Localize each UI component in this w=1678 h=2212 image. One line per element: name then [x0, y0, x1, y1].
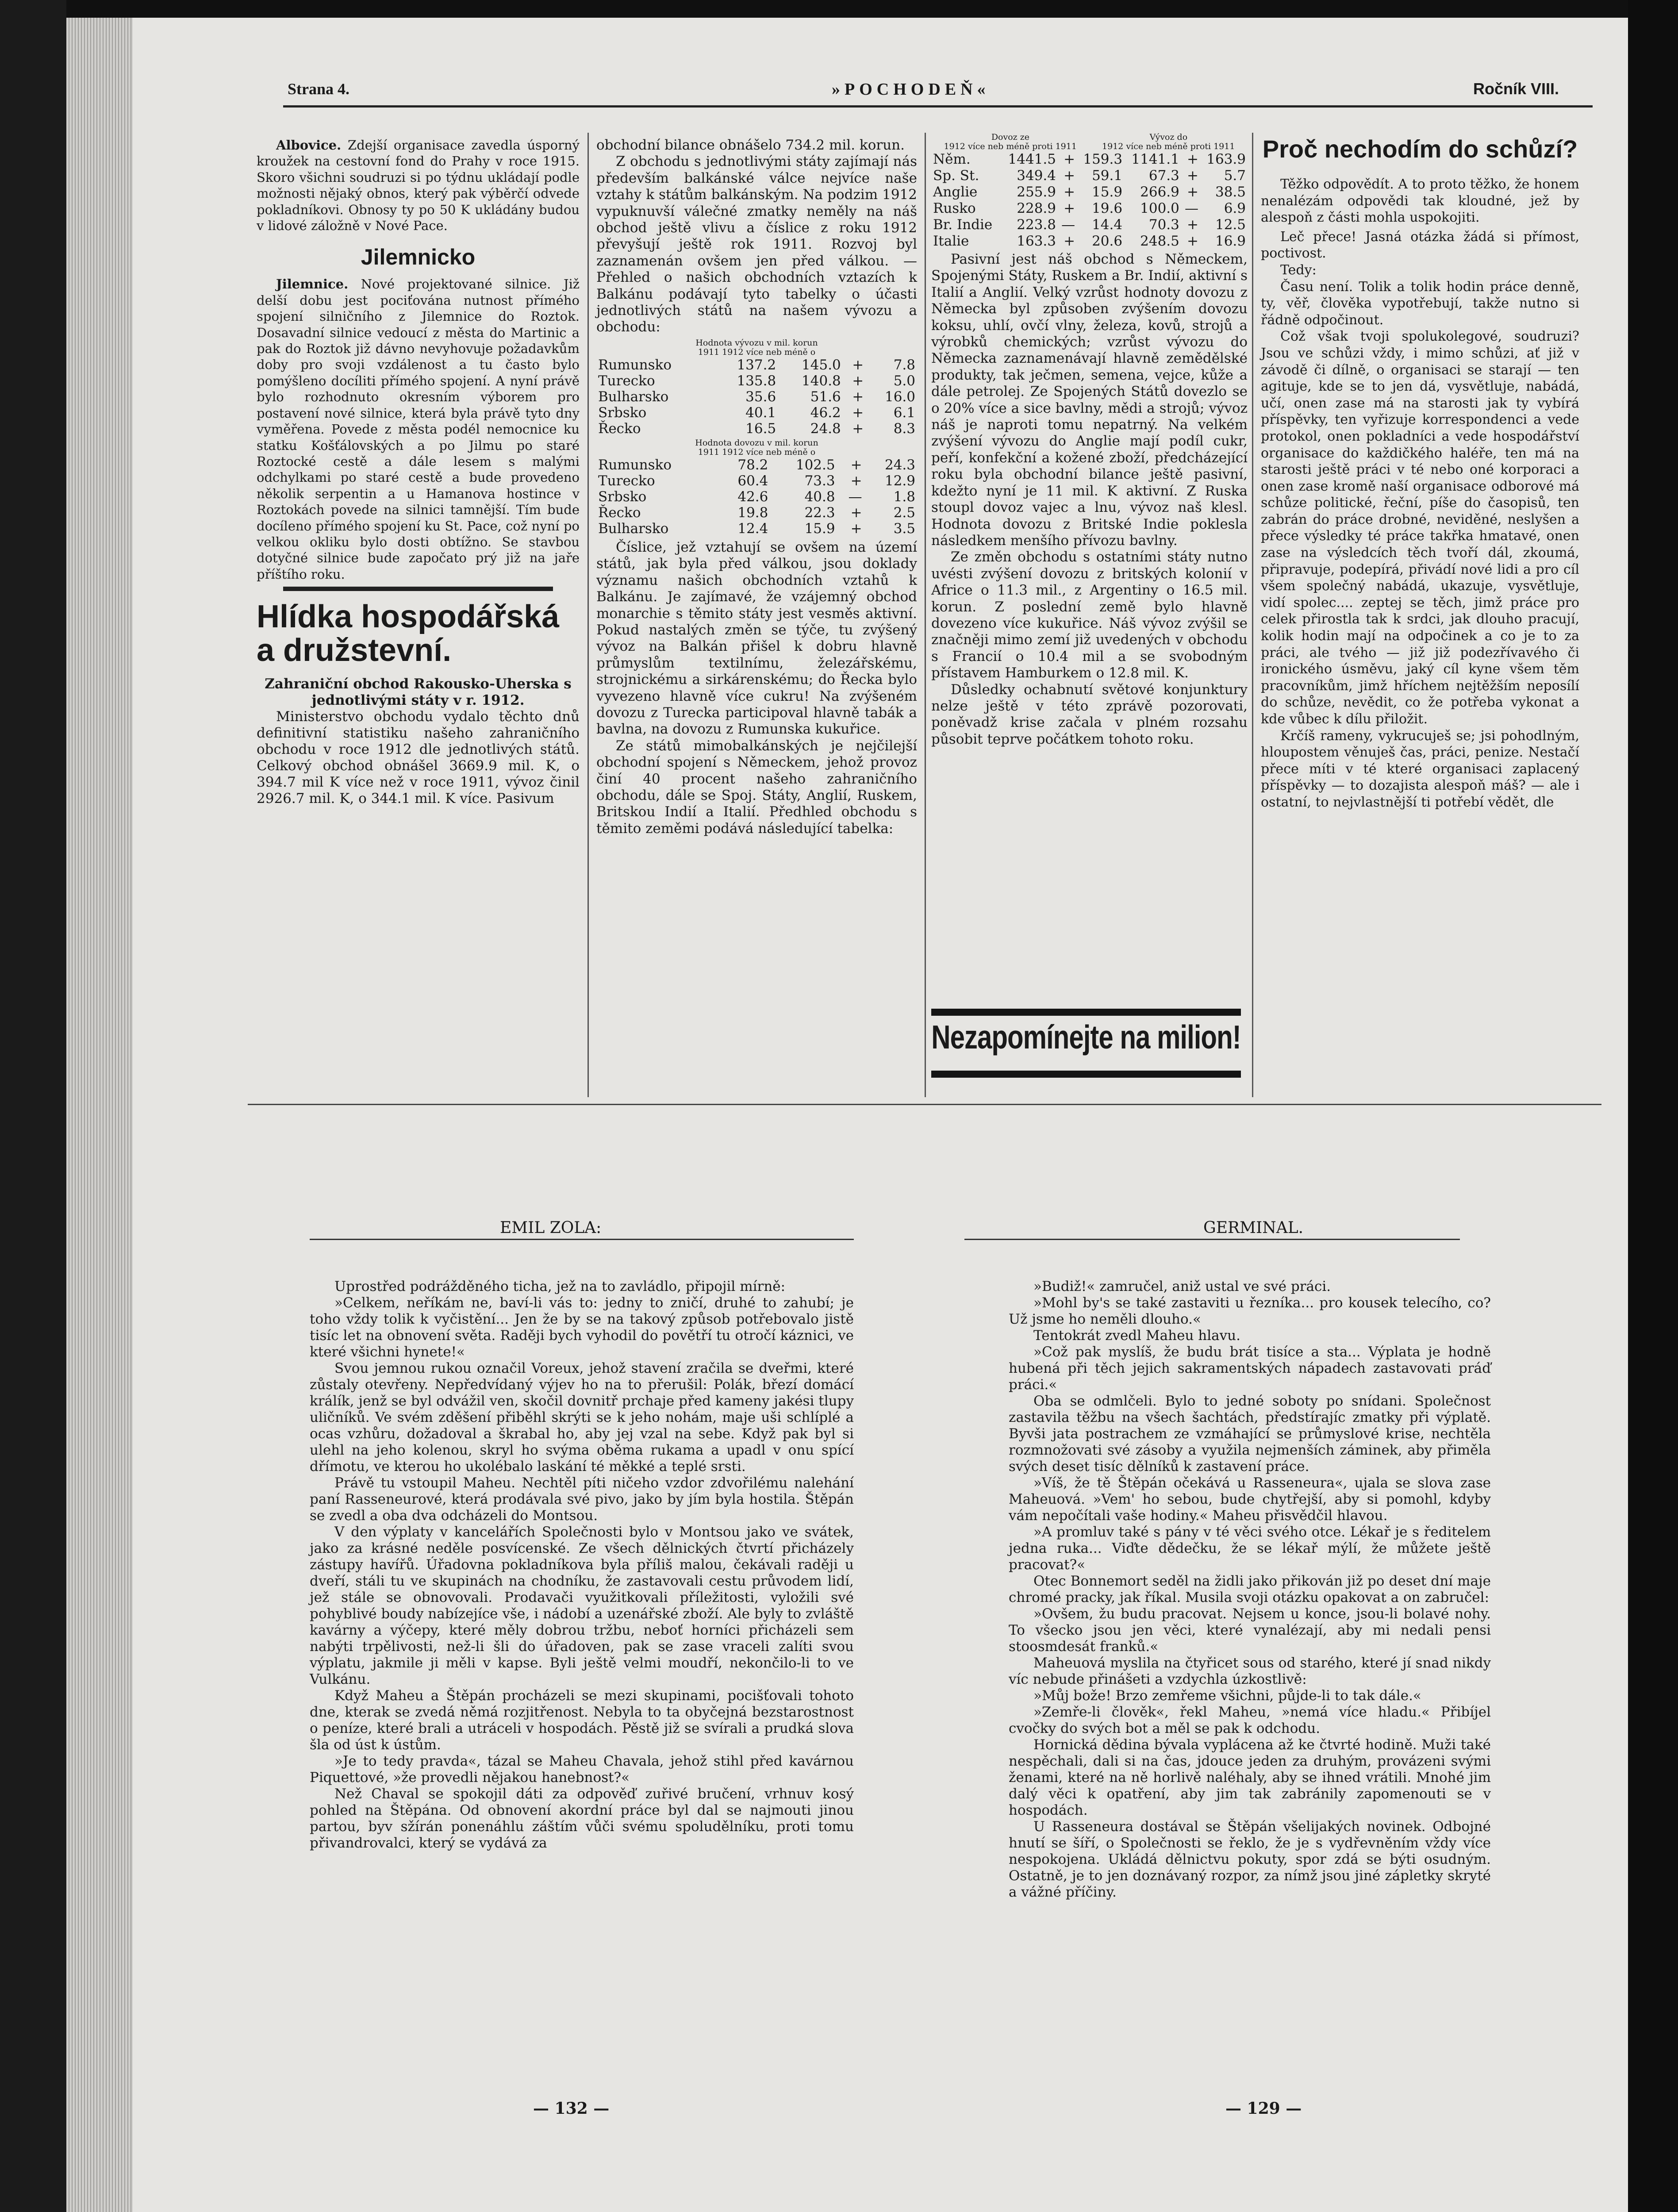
- column-divider: [587, 133, 589, 1097]
- table-cell: 1141.1: [1131, 151, 1179, 167]
- article-heading: Proč nechodím do schůzí?: [1262, 135, 1578, 163]
- table-cell: 22.3: [804, 504, 835, 521]
- table-cell: 12.9: [884, 472, 915, 489]
- serial-rule: [310, 1239, 854, 1240]
- table-head: Hodnota dovozu v mil. korun: [695, 438, 818, 448]
- table-cell: —: [1061, 217, 1075, 233]
- banner-text: Nezapomínejte na milion!: [931, 1018, 1241, 1056]
- table-cell: +: [852, 404, 864, 421]
- table-cell: +: [852, 420, 864, 437]
- table-cell: +: [1064, 168, 1075, 184]
- table-row: [596, 457, 917, 473]
- banner-rule: [931, 1071, 1241, 1078]
- column-4: [1261, 133, 1579, 811]
- article-text: Leč přece! Jasná otázka žádá si přímost, poctivost.: [1261, 229, 1579, 261]
- table-cell: 6.1: [893, 404, 915, 421]
- serial-page-number-left: — 132 —: [533, 2099, 610, 2118]
- table-cell: Srbsko: [598, 488, 647, 505]
- column-1: [257, 137, 580, 807]
- table-cell: 24.3: [884, 457, 915, 473]
- table-cell: 1441.5: [1008, 151, 1056, 167]
- table-cell: 100.0: [1140, 200, 1179, 216]
- article-text: Z obchodu s jednotlivými státy zajímají nás především balkánské válce nejvíce naše vztahy k státům balkánským. Na podzim 1912 vypuknuvší válečné zmatky neměly na náš obchod ještě vlivu a číslice z roku 1912 převyšují ještě rok 1911. Rozvoj byl zaznamenán ovšem jen před válkou. — Přehled o našich obchodních vztazích k Balkánu podávají tyto tabelky o účasti jednotlivých států na našem vývozu a obchodu:: [596, 154, 917, 335]
- table-cell: +: [850, 472, 862, 489]
- article-text: Což však tvoji spolukolegové, soudruzi? Jsou ve schůzi vždy, i mimo schůzi, ať již v závodě či dílně, o organisaci se starají — ten agituje, kde se to jen dá, vysvětluje, nabádá, učí, onen zase má na starosti jak ty vybírá příspěvky, ten vyřizuje korrespondenci a vede protokol, onen pokladníci a vede hospodářství organisace do každičkého haléře, ten má na starosti ještě práci v té nebo oné korporaci a onen zase kromě naší organisace odborové má schůze politické, řeční, píše do časopisů, ten zabrán do práce drobné, neviděné, neslyšen a přece výsledky té práce takřka hmatavé, onen zase na výsledcích těch tvoří dál, zkoumá, připravuje, podepírá, přivádí nové lidi a pro cíl všem společný nabádá, ukazuje, vysvětluje, vidí spolec.... zeptej se těch, jimž práce pro celek přirostla tak k srdci, jak dlouho pracují, kolik hodin mají na odpočinek a co je to za práci, ale tvého — již již podezřívavého či ironického úsměvu, jaký cíl kyne všem těm pracovníkům, jimž hříchem nejtěžším neposílí do schůze, nevědit, co že potřeba vykonat a kde vůbec k dílu přiložit.: [1261, 329, 1579, 727]
- table-cell: 38.5: [1215, 184, 1246, 200]
- table-cell: 46.2: [810, 404, 841, 421]
- table-cell: Rumunsko: [598, 457, 672, 473]
- serial-paragraph: Oba se odmlčeli. Bylo to jedné soboty po snídani. Společnost zastavila těžbu na všech šachtách, předstírajíc zmatky při výplatě. Byvši jata postrachem ze vzmáhající se průmyslové krise, nechtěla rozmnožovati své zásoby a využila nejmenších záminek, aby přiměla svých deset tisíc dělníků k zastavení práce.: [1009, 1393, 1491, 1475]
- table-cell: 60.4: [737, 472, 768, 489]
- serial-paragraph: »Můj bože! Brzo zemřeme všichni, půjde-li to tak dále.«: [1033, 1688, 1421, 1704]
- table-cell: 19.6: [1092, 200, 1123, 216]
- trade-table: [931, 151, 1248, 250]
- table-cell: 135.8: [737, 373, 776, 389]
- table-cell: +: [1187, 151, 1198, 167]
- serial-title: GERMINAL.: [1203, 1219, 1304, 1237]
- table-head: 1911 1912 více neb méně o: [698, 347, 816, 357]
- table-cell: Bulharsko: [598, 520, 669, 537]
- serial-paragraph: »Ovšem, žu budu pracovat. Nejsem u konce, jsou-li bolavé nohy. To všecko jsou jen věci, které vynalézají, aby mi nedali pensi stoosmdesát franků.«: [1009, 1606, 1491, 1655]
- table-cell: Něm.: [933, 151, 971, 167]
- table-cell: —: [848, 488, 862, 505]
- serial-paragraph: »Což pak myslíš, že budu brát tisíce a sta... Výplata je hodně hubená při těch jejich sakramentských nápadech zastavovati práď práci.«: [1009, 1344, 1491, 1393]
- table-cell: Italie: [933, 233, 969, 249]
- table-cell: 140.8: [802, 373, 841, 389]
- table-cell: Turecko: [598, 472, 655, 489]
- table-cell: 16.9: [1215, 233, 1246, 249]
- article-text: Času není. Tolik a tolik hodin práce denně, ty, věř, člověka vypotřebují, takže nutno si řádně odpočinout.: [1261, 279, 1579, 328]
- book-binding: [0, 0, 66, 2212]
- table-cell: +: [852, 357, 864, 373]
- serial-paragraph: Svou jemnou rukou označil Voreux, jehož stavení zračila se dveřmi, které zůstaly otevřeny. Nepředvídaný výjev ho na to přerušil: Polák, březí domácí králík, jenž se byl odvážil ven, skočil dovnitř prchaje před kameny jakési tlupy uličníků. Ve svém zděšení přiběhl skrýti se k jeho nohám, maje uši schlíplé a ocas vzhůru, dožadoval a škrabal ho, aby jej vzal na sebe. Když pak byl si ulehl na jeho kolenou, skryl ho svýma oběma rukama a upadl v onu spící dřímotu, ve kterou ho ukolébalo laskání té měkké a teplé srsti.: [310, 1360, 854, 1475]
- volume-label: Ročník VIII.: [1473, 80, 1559, 98]
- table-cell: 255.9: [1017, 184, 1056, 200]
- table-row: [931, 217, 1248, 233]
- page-stack-edge: [66, 18, 133, 2212]
- table-cell: 70.3: [1148, 217, 1179, 233]
- table-cell: 40.8: [804, 488, 835, 505]
- article-subhead: Zahraniční obchod Rakousko-Uherska s jednotlivými státy v r. 1912.: [265, 676, 572, 709]
- table-cell: Srbsko: [598, 404, 647, 421]
- table-cell: 163.3: [1017, 233, 1056, 249]
- table-head: Vývoz do: [1149, 132, 1188, 142]
- table-cell: 51.6: [810, 388, 841, 405]
- table-row: [931, 200, 1248, 217]
- table-cell: 248.5: [1140, 233, 1179, 249]
- table-cell: +: [1064, 200, 1075, 216]
- table-cell: 20.6: [1092, 233, 1123, 249]
- serial-paragraph: V den výplaty v kancelářích Společnosti bylo v Montsou jako ve svátek, jako za krásné neděle posvícenské. Ze všech dělnických čtvrtí přicházely zástupy havířů. Úřadovna pokladníkova byla příliš malou, čekávali raději u dveří, stáli tu ve skupinách na chodníku, že zastavovali cestu průvodem lidí, jež stále se obnovovali. Prodavači využitkovali příležitosti, vyložili své pohyblivé boudy nabízejíce vše, i nádobí a uzenářské zboží. Ale byly to zvláště kavárny a výčepy, které měly dobrou tržbu, neboť horníci přicházeli sem nabýti trpělivosti, než-li šli do úřadoven, pak se zase vraceli zalíti svou výplatu, jakmile ji měli v kapse. Byli ještě velmi moudří, nekončilo-li to ve Vulkánu.: [310, 1524, 854, 1687]
- table-row: [596, 389, 917, 405]
- table-cell: 40.1: [745, 404, 776, 421]
- table-cell: +: [850, 457, 862, 473]
- serial-paragraph: Uprostřed podrážděného ticha, jež na to zavládlo, připojil mírně:: [334, 1279, 786, 1294]
- news-item: Zdejší organisace zavedla úsporný kroužek na cestovní fond do Prahy v roce 1915. Skoro všichni soudruzi si po týdnu ukládají podle možnosti nějaký obnos, který pak výběrčí odvede pokladníkovi. Obnosy ty po 50 K ukládány budou v lidové záložně v Nové Pace.: [257, 138, 580, 234]
- table-cell: 5.0: [893, 373, 915, 389]
- section-heading-large: Hlídka hospodářská a družstevní.: [257, 599, 560, 668]
- table-cell: 228.9: [1017, 200, 1056, 216]
- serial-paragraph: »A promluv také s pány v té věci svého otce. Lékař je s ředitelem jedna ruka... Viďte dědečku, že se lékař mýlí, že můžete ještě pracovat?«: [1009, 1524, 1491, 1573]
- table-cell: 24.8: [810, 420, 841, 437]
- table-cell: 73.3: [804, 472, 835, 489]
- table-cell: 59.1: [1092, 168, 1123, 184]
- table-cell: 159.3: [1083, 151, 1123, 167]
- table-cell: Rusko: [933, 200, 976, 216]
- table-cell: —: [1184, 200, 1198, 216]
- table-row: [931, 168, 1248, 184]
- table-cell: +: [1064, 151, 1075, 167]
- table-cell: +: [850, 520, 862, 537]
- table-cell: 14.4: [1092, 217, 1123, 233]
- table-cell: 42.6: [737, 488, 768, 505]
- table-row: [596, 473, 917, 489]
- table-cell: +: [1187, 168, 1198, 184]
- section-divider: [248, 1104, 1601, 1105]
- banner-rule: [931, 1009, 1241, 1016]
- serial-paragraph: »Budiž!« zamručel, aniž ustal ve své práci.: [1033, 1279, 1331, 1294]
- article-text: Krčíš rameny, vykrucuješ se; jsi pohodlným, hloupostem věnuješ čas, práci, penize. Nestačí přece míti v té které organisaci zaplacený příspěvky — to dozajista alespoň máš? — ale i ostatní, to nejvlastnější ti potřebí vědět, dle: [1261, 728, 1579, 810]
- serial-page-number-right: — 129 —: [1225, 2099, 1302, 2118]
- column-2: [596, 137, 917, 837]
- table-row: [931, 233, 1248, 250]
- place-name: Albovice.: [276, 138, 342, 153]
- serial-left-column: [310, 1279, 854, 1851]
- table-cell: +: [1187, 217, 1198, 233]
- table-cell: +: [1064, 233, 1075, 249]
- serial-paragraph: Než Chaval se spokojil dáti za odpověď zuřivé bručení, vrhnuv kosý pohled na Štěpána. Od obnovení akordní práce byl dal se najmouti jinou partou, byv sžírán ponenáhlu záštím vůči svému spoludělníku, proti tomu přivandrovalci, který se vydává za: [310, 1786, 854, 1851]
- serial-paragraph: Právě tu vstoupil Maheu. Nechtěl píti ničeho vzdor zdvořilému nalehání paní Rasseneurové, která prodávala své pivo, jako by jím byla hostila. Štěpán se zvedl a oba dva odcházeli do Montsou.: [310, 1475, 854, 1524]
- table-cell: 19.8: [737, 504, 768, 521]
- table-cell: Rumunsko: [598, 357, 672, 373]
- serial-paragraph: »Zemře-li člověk«, řekl Maheu, »nemá více hladu.« Přibíjel cvočky do svých bot a měl se pak k odchodu.: [1009, 1704, 1491, 1736]
- column-3: [931, 133, 1248, 748]
- table-cell: +: [852, 373, 864, 389]
- serial-paragraph: Maheuová myslila na čtyřicet sous od starého, které jí snad nikdy víc nebude přinášeti a vzdychla úzkostlivě:: [1009, 1655, 1491, 1687]
- table-row: [596, 489, 917, 505]
- table-cell: 349.4: [1017, 168, 1056, 184]
- table-head: 1911 1912 více neb méně o: [698, 447, 816, 457]
- serial-paragraph: U Rasseneura dostával se Štěpán všelijakých novinek. Odbojné hnutí se šíří, o Společnosti se řeklo, že je s vydřevněním vždy více nespokojena. Ukládá dělnictvu pokuty, spor zdá se býti osudným. Ostatně, je to jen doznávaný rozpor, za nímž jsou jiné zápletky skryté a vážné příčiny.: [1009, 1819, 1491, 1900]
- table-row: [931, 151, 1248, 168]
- table-cell: Řecko: [598, 420, 641, 437]
- table-cell: 35.6: [745, 388, 776, 405]
- table-cell: 266.9: [1140, 184, 1179, 200]
- table-row: [931, 184, 1248, 200]
- table-cell: Sp. St.: [933, 168, 979, 184]
- table-cell: 223.8: [1017, 217, 1056, 233]
- serial-paragraph: »Celkem, neříkám ne, baví-li vás to: jedny to zničí, druhé to zahubí; je toho vždy tolik k vyčistění... Jen že by se na takový způsob potřebovalo jistě tisíc let na obnovení světa. Raději bych vyhodil do povětří tu otročí káznici, ve které všichni hynete!«: [310, 1295, 854, 1360]
- article-text: Těžko odpovědít. A to proto těžko, že honem nenalézám odpovědi tak kloudné, jež by alespoň z části mohla uspokojiti.: [1261, 177, 1579, 226]
- article-text: Ze států mimobalkánských je nejčilejší obchodní spojení s Německem, jehož provoz činí 40 procent našeho zahraničního obchodu, dále se Spoj. Státy, Anglií, Ruskem, Britskou Indií a Italií. Předhled obchodu s těmito zeměmi podává následující tabelka:: [596, 737, 917, 837]
- news-item: Nové projektované silnice. Již delší dobu jest pociťována nutnost přímého spojení silničního z Jilemnice do Roztok. Dosavadní silnice vedoucí z města do Martinic a pak do Roztok již dávno nevyhovuje požadavkům doby pro svoji vzdálenost a tu často bylo pomýšleno docíliti přímého spojení. A nyní právě bylo rozhodnuto okresním výborem pro postavení nové silnice, která byla právě tyto dny vyměřena. Povede z města podél nemocnice ku statku Košťálovských a po Jilmu po staré Roztocké cestě a dále lesem s malými odchylkami po staré cestě a bude provedeno několik serpentin a u Hamanova hostince v Roztokách povede na silnici tamnější. Tím bude docíleno přímého spojení ku St. Pace, což nyní po velkou okliku bylo dosti obtížno. Se stavbou dotyčné silnice bude započato prý již na jaře příštího roku.: [257, 276, 580, 582]
- import-table: [596, 457, 917, 537]
- page-label: Strana 4.: [288, 80, 350, 98]
- article-text: Číslice, jež vztahují se ovšem na území států, jak byla před válkou, jsou doklady významu našich obchodních vztahů k Balkánu. Je zajímavé, že vzájemný obchod monarchie s těmito státy jest vesměs aktivní. Pokud nastalých změn se týče, tu zvýšený vývoz na Balkán přišel k dobru hlavně průmyslům textilnímu, železářskému, strojnickému a sirkárenskému; do Řecka bylo vyvezeno hlavně více cukru! Na zvýšeném dovozu z Turecka participoval hlavně tabák a bavlna, na dovozu z Rumunska kukuřice.: [596, 539, 917, 737]
- serial-paragraph: »Je to tedy pravda«, tázal se Maheu Chavala, jehož stihl před kavárnou Piquettové, »že provedli nějakou hanebnost?«: [310, 1753, 854, 1786]
- table-cell: 8.3: [893, 420, 915, 437]
- table-cell: Anglie: [933, 184, 978, 200]
- table-cell: 7.8: [893, 357, 915, 373]
- table-row: [596, 373, 917, 389]
- table-cell: +: [1064, 184, 1075, 200]
- table-cell: 12.4: [737, 520, 768, 537]
- table-cell: 16.5: [745, 420, 776, 437]
- table-cell: +: [1187, 184, 1198, 200]
- table-head: 1912 více neb méně proti 1911: [1102, 142, 1235, 151]
- serial-rule: [964, 1239, 1460, 1240]
- scan-border: [1628, 0, 1678, 2212]
- table-cell: 137.2: [737, 357, 776, 373]
- column-divider: [925, 133, 926, 1097]
- table-cell: 12.5: [1215, 217, 1246, 233]
- table-cell: Turecko: [598, 373, 655, 389]
- table-cell: 16.0: [884, 388, 915, 405]
- table-cell: 1.8: [893, 488, 915, 505]
- table-cell: 145.0: [802, 357, 841, 373]
- column-divider: [1252, 133, 1253, 1097]
- table-row: [596, 521, 917, 537]
- place-name: Jilemnice.: [276, 276, 349, 292]
- article-text: Ze změn obchodu s ostatními státy nutno uvésti zvýšení dovozu z britských kolonií v Africe o 11.3 mil., z Argentiny o 16.5 mil. korun. Z poslední země bylo hlavně dovezeno více kukuřice. Náš vývoz zvýšil se značněji mimo zemí již uvedených v obchodu s Francií o 10.4 mil a se svobodným přístavem Hamburkem o 12.8 mil. K.: [931, 549, 1248, 681]
- article-text: Ministerstvo obchodu vydalo těchto dnů definitivní statistiku našeho zahraničního obchodu v roce 1912 dle jednotlivých států. Celkový obchod obnášel 3669.9 mil. K, o 394.7 mil K více než v roce 1911, vývoz činil 2926.7 mil. K, o 344.1 mil. K více. Pasivum: [257, 709, 580, 807]
- table-cell: Br. Indie: [933, 217, 993, 233]
- table-cell: Bulharsko: [598, 388, 669, 405]
- serial-paragraph: Když Maheu a Štěpán procházeli se mezi skupinami, pocišťovali tohoto dne, kterak se zvedá němá rozjitřenost. Nebyla to ta obyčejná bezstarostnost o peníze, které brali a utráceli v hospodách. Pěstě již se svírali a prudká slova šla od úst k ústům.: [310, 1688, 854, 1753]
- table-cell: +: [852, 388, 864, 405]
- table-cell: 15.9: [804, 520, 835, 537]
- serial-paragraph: Tentokrát zvedl Maheu hlavu.: [1033, 1328, 1240, 1344]
- table-cell: +: [850, 504, 862, 521]
- table-cell: Řecko: [598, 504, 641, 521]
- serial-paragraph: Hornická dědina bývala vyplácena až ke čtvrté hodině. Muži také nespěchali, dali si na čas, jdouce jeden za druhým, provázeni svými ženami, které na ně horlivě naléhaly, aby se ihned vrátili. Mnohé jim dalý věci k opatření, aby jim tak zabránily zapomenouti se v hospodách.: [1009, 1737, 1491, 1818]
- export-table: [596, 357, 917, 437]
- header-rule: [283, 105, 1593, 108]
- table-cell: 15.9: [1092, 184, 1123, 200]
- section-heading: Jilemnicko: [361, 245, 476, 270]
- table-cell: 2.5: [893, 504, 915, 521]
- table-cell: 5.7: [1224, 168, 1246, 184]
- table-row: [596, 405, 917, 421]
- article-text: Pasivní jest náš obchod s Německem, Spojenými Státy, Ruskem a Br. Indií, aktivní s Italií a Anglií. Velký vzrůst hodnoty dovozu z Německa byl způsoben zvýšením dovozu koksu, uhlí, ovčí vlny, železa, kovů, strojů a výrobků chemických; vzrůst vývozu do Německa zaznamenávají hlavně zemědělské produkty, tak ječmen, semena, vejce, kůže a dále petrolej. Ze Spojených Států dovezlo se o 20% více a sice bavlny, mědi a strojů; vývoz náš je naproti tomu nepatrný. Na velkém zvýšení vývozu do Anglie mají podíl cukr, peří, konfekční a kožené zboží, předcházející roku byla obchodní bilance ještě pasivní, kdežto nyní je 11 mil. K aktivní. Z Ruska stoupl dovoz vajec a lnu, vývoz naš klesl. Hodnota dovozu z Britské Indie poklesla následkem menšího přívozu bavlny.: [931, 251, 1248, 549]
- article-text: Tedy:: [1280, 262, 1317, 278]
- table-cell: 102.5: [795, 457, 835, 473]
- table-cell: 6.9: [1224, 200, 1246, 216]
- table-row: [596, 505, 917, 521]
- heading-bar: [283, 587, 553, 591]
- table-cell: 3.5: [893, 520, 915, 537]
- serial-paragraph: Otec Bonnemort seděl na židli jako přikován již po deset dní maje chromé pracky, jak říkal. Musila svoji otázku opakovat a on zabručel:: [1009, 1573, 1491, 1605]
- table-row: [596, 357, 917, 373]
- table-cell: 163.9: [1206, 151, 1246, 167]
- table-cell: +: [1187, 233, 1198, 249]
- table-head: Dovoz ze: [991, 132, 1029, 142]
- table-cell: 78.2: [737, 457, 768, 473]
- article-text: Důsledky ochabnutí světové konjunktury nelze ještě v této zprávě pozorovati, poněvadž krise začala v plném rozsahu působit teprve počátkem tohoto roku.: [931, 681, 1248, 747]
- serial-paragraph: »Mohl by's se také zastaviti u řezníka... pro kousek telecího, co? Už jsme ho neměli dlouho.«: [1009, 1295, 1491, 1327]
- table-head: 1912 více neb méně proti 1911: [944, 142, 1077, 151]
- serial-author: EMIL ZOLA:: [500, 1219, 602, 1237]
- article-text: obchodní bilance obnášelo 734.2 mil. korun.: [596, 137, 905, 153]
- table-cell: 67.3: [1148, 168, 1179, 184]
- serial-paragraph: »Víš, že tě Štěpán očekává u Rasseneura«, ujala se slova zase Maheuová. »Vem' ho sebou, bude chytřejší, aby si pomohl, kdyby vám nepočítali vaše hodiny.« Maheu přisvědčil hlavou.: [1009, 1475, 1491, 1524]
- serial-right-column: [1009, 1279, 1491, 1901]
- table-row: [596, 421, 917, 437]
- newspaper-title: »POCHODEŇ«: [832, 80, 990, 99]
- table-head: Hodnota vývozu v mil. korun: [695, 338, 818, 348]
